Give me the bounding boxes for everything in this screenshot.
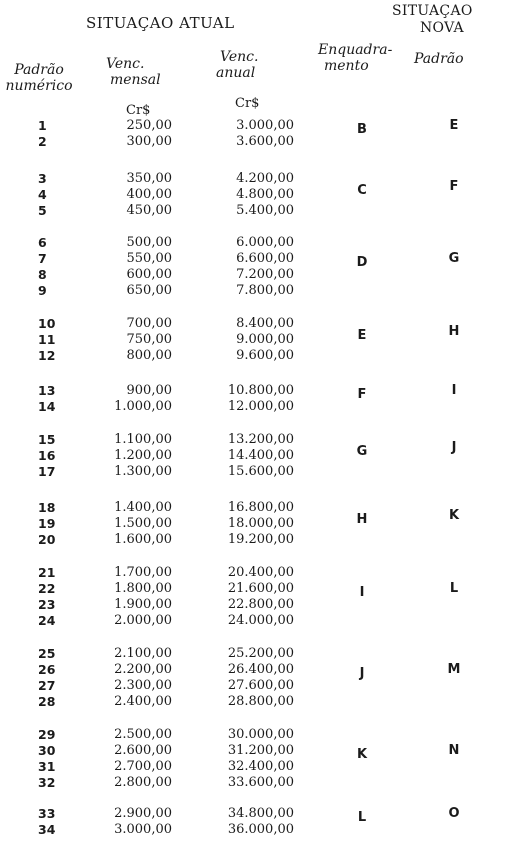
situacao-nova-heading-line1: SITUAÇAO <box>392 3 473 19</box>
padrao-letter: L <box>449 581 459 596</box>
venc-anual-cell: 30.000,00 <box>227 727 294 742</box>
venc-anual-cell: 4.800,00 <box>236 187 294 202</box>
table-row <box>0 348 511 364</box>
enquadramento-letter: E <box>357 328 367 343</box>
venc-mensal-cell: 350,00 <box>126 171 172 186</box>
col-header-line: anual <box>216 65 256 81</box>
col-header-line: mento <box>324 58 369 74</box>
venc-anual-cell: 7.800,00 <box>236 283 294 298</box>
venc-anual-cell: 3.000,00 <box>236 118 294 133</box>
col-header-padrao: Padrão <box>414 51 464 67</box>
table-row <box>0 806 511 822</box>
venc-anual-cell: 33.600,00 <box>227 775 294 790</box>
venc-mensal-cell: 1.300,00 <box>114 464 172 479</box>
table-row <box>0 678 511 694</box>
venc-anual-cell: 5.400,00 <box>236 203 294 218</box>
venc-mensal-cell: 2.100,00 <box>114 646 172 661</box>
col-header-venc-mensal <box>106 56 161 88</box>
enquadramento-letter: H <box>356 512 368 527</box>
venc-mensal-cell: 2.500,00 <box>114 727 172 742</box>
padrao-numerico-cell: 31 <box>38 759 56 774</box>
venc-anual-cell: 4.200,00 <box>236 171 294 186</box>
table-row <box>0 448 511 464</box>
table-row <box>0 118 511 134</box>
venc-anual-cell: 6.000,00 <box>236 235 294 250</box>
padrao-numerico-cell: 9 <box>38 283 47 298</box>
padrao-letter: O <box>448 806 460 821</box>
padrao-numerico-cell: 7 <box>38 251 47 266</box>
venc-anual-cell: 32.400,00 <box>227 759 294 774</box>
venc-anual-cell: 7.200,00 <box>236 267 294 282</box>
padrao-numerico-cell: 13 <box>38 383 56 398</box>
venc-anual-cell: 31.200,00 <box>227 743 294 758</box>
venc-mensal-cell: 800,00 <box>126 348 172 363</box>
venc-mensal-cell: 650,00 <box>126 283 172 298</box>
situacao-nova-heading-line2: NOVA <box>420 20 464 36</box>
venc-anual-cell: 9.600,00 <box>236 348 294 363</box>
venc-anual-cell: 10.800,00 <box>227 383 294 398</box>
currency-label-anual: Cr$ <box>235 96 260 111</box>
padrao-letter: K <box>448 508 460 523</box>
table-row <box>0 565 511 581</box>
padrao-numerico-cell: 4 <box>38 187 47 202</box>
padrao-numerico-cell: 17 <box>38 464 56 479</box>
padrao-letter: M <box>447 662 461 677</box>
venc-anual-cell: 28.800,00 <box>227 694 294 709</box>
venc-anual-cell: 9.000,00 <box>236 332 294 347</box>
padrao-numerico-cell: 14 <box>38 399 56 414</box>
venc-mensal-cell: 1.500,00 <box>114 516 172 531</box>
padrao-letter: G <box>448 251 460 266</box>
venc-mensal-cell: 2.200,00 <box>114 662 172 677</box>
padrao-numerico-cell: 33 <box>38 806 56 821</box>
venc-anual-cell: 19.200,00 <box>227 532 294 547</box>
venc-mensal-cell: 700,00 <box>126 316 172 331</box>
venc-mensal-cell: 2.400,00 <box>114 694 172 709</box>
padrao-numerico-cell: 5 <box>38 203 47 218</box>
venc-anual-cell: 12.000,00 <box>227 399 294 414</box>
col-header-line: Padrão <box>14 62 64 78</box>
venc-mensal-cell: 3.000,00 <box>114 822 172 837</box>
venc-anual-cell: 3.600,00 <box>236 134 294 149</box>
padrao-numerico-cell: 16 <box>38 448 56 463</box>
venc-anual-cell: 18.000,00 <box>227 516 294 531</box>
venc-mensal-cell: 1.000,00 <box>114 399 172 414</box>
table-row <box>0 383 511 399</box>
table-row <box>0 694 511 710</box>
padrao-numerico-cell: 22 <box>38 581 56 596</box>
venc-mensal-cell: 750,00 <box>126 332 172 347</box>
padrao-numerico-cell: 15 <box>38 432 56 447</box>
venc-mensal-cell: 250,00 <box>126 118 172 133</box>
venc-mensal-cell: 2.700,00 <box>114 759 172 774</box>
table-row <box>0 662 511 678</box>
table-row <box>0 134 511 150</box>
venc-mensal-cell: 2.600,00 <box>114 743 172 758</box>
venc-mensal-cell: 400,00 <box>126 187 172 202</box>
enquadramento-letter: F <box>357 387 367 402</box>
venc-anual-cell: 20.400,00 <box>227 565 294 580</box>
enquadramento-letter: C <box>357 183 367 198</box>
padrao-numerico-cell: 32 <box>38 775 56 790</box>
table-row <box>0 399 511 415</box>
table-row <box>0 171 511 187</box>
venc-anual-cell: 25.200,00 <box>227 646 294 661</box>
venc-mensal-cell: 1.800,00 <box>114 581 172 596</box>
padrao-numerico-cell: 12 <box>38 348 56 363</box>
table-row <box>0 203 511 219</box>
venc-anual-cell: 24.000,00 <box>227 613 294 628</box>
venc-anual-cell: 13.200,00 <box>227 432 294 447</box>
padrao-letter: I <box>451 383 457 398</box>
enquadramento-letter: B <box>357 122 367 137</box>
venc-mensal-cell: 2.000,00 <box>114 613 172 628</box>
venc-anual-cell: 36.000,00 <box>227 822 294 837</box>
enquadramento-letter: I <box>359 585 365 600</box>
table-row <box>0 267 511 283</box>
table-row <box>0 251 511 267</box>
col-header-padrao-numerico <box>2 62 76 94</box>
table-row <box>0 283 511 299</box>
table-row <box>0 743 511 759</box>
table-row <box>0 235 511 251</box>
padrao-letter: F <box>449 179 459 194</box>
table-row <box>0 432 511 448</box>
table-row <box>0 822 511 838</box>
padrao-numerico-cell: 25 <box>38 646 56 661</box>
padrao-numerico-cell: 29 <box>38 727 56 742</box>
padrao-numerico-cell: 26 <box>38 662 56 677</box>
table-row <box>0 613 511 629</box>
col-header-line: Venc. <box>106 56 145 72</box>
col-header-line: Venc. <box>220 49 259 65</box>
venc-anual-cell: 26.400,00 <box>227 662 294 677</box>
padrao-letter: J <box>451 440 457 455</box>
col-header-venc-anual <box>216 49 259 81</box>
enquadramento-letter: D <box>356 255 368 270</box>
venc-anual-cell: 15.600,00 <box>227 464 294 479</box>
venc-mensal-cell: 2.900,00 <box>114 806 172 821</box>
venc-anual-cell: 34.800,00 <box>227 806 294 821</box>
venc-mensal-cell: 1.400,00 <box>114 500 172 515</box>
padrao-numerico-cell: 24 <box>38 613 56 628</box>
enquadramento-letter: L <box>357 810 367 825</box>
padrao-numerico-cell: 8 <box>38 267 47 282</box>
padrao-numerico-cell: 28 <box>38 694 56 709</box>
venc-mensal-cell: 600,00 <box>126 267 172 282</box>
venc-anual-cell: 22.800,00 <box>227 597 294 612</box>
venc-anual-cell: 14.400,00 <box>227 448 294 463</box>
padrao-numerico-cell: 21 <box>38 565 56 580</box>
col-header-line: Enquadra- <box>318 42 393 58</box>
table-row <box>0 646 511 662</box>
padrao-numerico-cell: 27 <box>38 678 56 693</box>
table-row <box>0 332 511 348</box>
padrao-numerico-cell: 3 <box>38 171 47 186</box>
table-row <box>0 597 511 613</box>
padrao-numerico-cell: 20 <box>38 532 56 547</box>
padrao-numerico-cell: 1 <box>38 118 47 133</box>
table-row <box>0 532 511 548</box>
venc-mensal-cell: 1.600,00 <box>114 532 172 547</box>
situacao-atual-heading: SITUAÇAO ATUAL <box>86 14 235 32</box>
venc-mensal-cell: 450,00 <box>126 203 172 218</box>
col-header-enquadramento <box>318 42 392 74</box>
venc-anual-cell: 8.400,00 <box>236 316 294 331</box>
table-row <box>0 727 511 743</box>
venc-mensal-cell: 2.800,00 <box>114 775 172 790</box>
enquadramento-letter: G <box>356 444 368 459</box>
venc-mensal-cell: 2.300,00 <box>114 678 172 693</box>
table-row <box>0 759 511 775</box>
venc-mensal-cell: 1.900,00 <box>114 597 172 612</box>
enquadramento-letter: K <box>356 747 368 762</box>
padrao-numerico-cell: 6 <box>38 235 47 250</box>
col-header-line: numérico <box>5 78 73 94</box>
venc-anual-cell: 27.600,00 <box>227 678 294 693</box>
padrao-letter: N <box>448 743 460 758</box>
venc-mensal-cell: 1.100,00 <box>114 432 172 447</box>
venc-anual-cell: 6.600,00 <box>236 251 294 266</box>
table-row <box>0 516 511 532</box>
venc-mensal-cell: 1.700,00 <box>114 565 172 580</box>
currency-label-mensal: Cr$ <box>126 103 151 118</box>
padrao-numerico-cell: 2 <box>38 134 47 149</box>
padrao-numerico-cell: 10 <box>38 316 56 331</box>
col-header-line: mensal <box>110 72 161 88</box>
padrao-numerico-cell: 18 <box>38 500 56 515</box>
venc-anual-cell: 21.600,00 <box>227 581 294 596</box>
padrao-numerico-cell: 23 <box>38 597 56 612</box>
table-row <box>0 775 511 791</box>
venc-mensal-cell: 500,00 <box>126 235 172 250</box>
venc-mensal-cell: 900,00 <box>126 383 172 398</box>
table-row <box>0 581 511 597</box>
table-row <box>0 500 511 516</box>
table-row <box>0 464 511 480</box>
enquadramento-letter: J <box>359 666 365 681</box>
padrao-numerico-cell: 19 <box>38 516 56 531</box>
padrao-letter: H <box>448 324 460 339</box>
venc-anual-cell: 16.800,00 <box>227 500 294 515</box>
venc-mensal-cell: 300,00 <box>126 134 172 149</box>
venc-mensal-cell: 550,00 <box>126 251 172 266</box>
padrao-numerico-cell: 11 <box>38 332 56 347</box>
table-row <box>0 187 511 203</box>
venc-mensal-cell: 1.200,00 <box>114 448 172 463</box>
padrao-numerico-cell: 34 <box>38 822 56 837</box>
padrao-letter: E <box>449 118 459 133</box>
table-row <box>0 316 511 332</box>
padrao-numerico-cell: 30 <box>38 743 56 758</box>
